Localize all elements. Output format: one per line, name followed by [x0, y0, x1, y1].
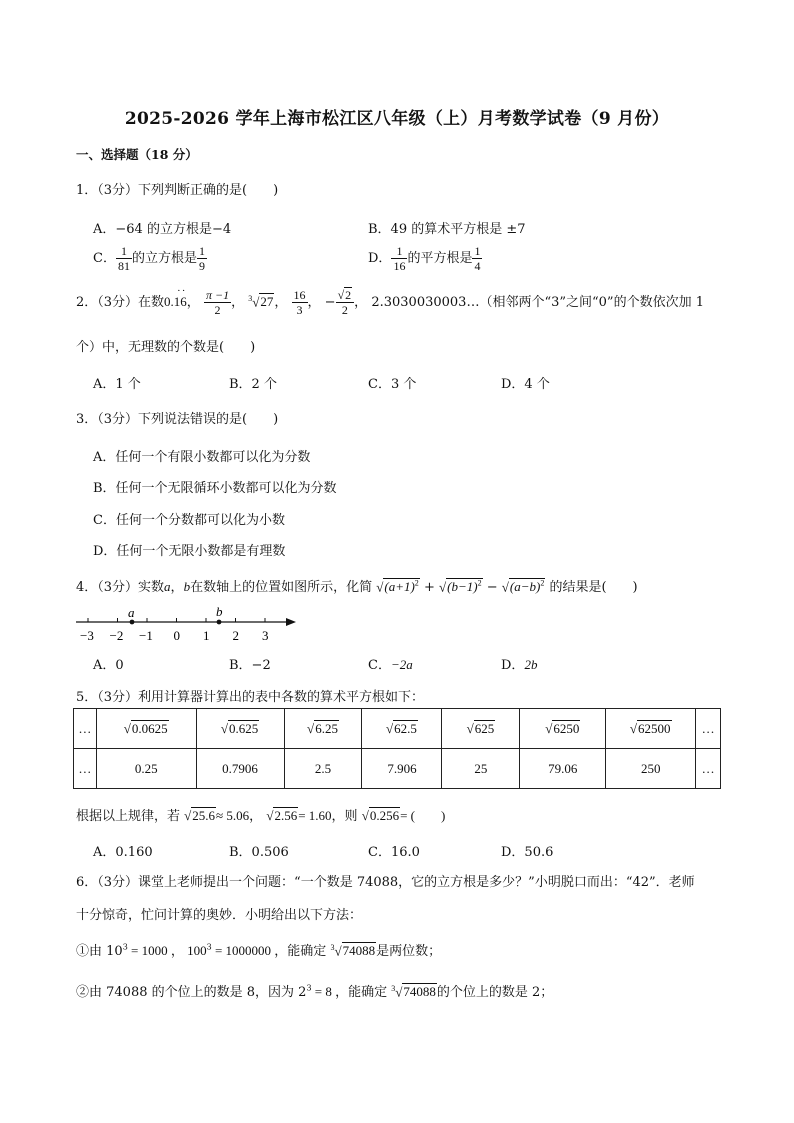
section-heading: 一、选择题（18 分） — [76, 147, 198, 162]
radicand: 2.56 — [274, 808, 298, 823]
question-2-option-d: D．4 个 — [501, 377, 550, 392]
table-row — [74, 709, 721, 749]
tick-label: 1 — [203, 628, 210, 643]
radicand: 74088 — [403, 984, 436, 999]
denominator: 16 — [393, 259, 406, 273]
radicand: 62500 — [638, 720, 671, 736]
table-cell: … — [696, 749, 721, 789]
question-4-option-c — [368, 654, 413, 673]
denominator: 2 — [341, 303, 348, 317]
sqrt-table — [73, 708, 721, 789]
option-label: D． — [368, 251, 392, 266]
denominator: 2 — [214, 303, 221, 317]
question-1-option-c — [93, 244, 207, 273]
point-b-dot — [217, 620, 222, 625]
point-a-dot — [130, 620, 135, 625]
tick-label: −3 — [80, 628, 94, 643]
variable-a: a — [164, 579, 171, 594]
decimal-digits: 0.16 — [164, 294, 187, 309]
sqrt-term-2: $√(b-1)^2$ — [438, 578, 482, 594]
question-5-option-b: B．0.506 — [229, 845, 289, 860]
minus-sign: − — [324, 295, 336, 310]
radicand: 0.256 — [369, 808, 400, 823]
option-label: C． — [93, 251, 116, 266]
number-line-figure — [74, 606, 304, 648]
numerator: 1 — [116, 244, 132, 259]
tick-label: 2 — [232, 628, 239, 643]
question-2-stem: 2．（3分）在数0.16 ·· ， $\frac{\pi -1}{2}$ ， $^3$√27， $\frac{16}{3}$ ， − $\frac{√2}{2}$ ， 2.3030030003…（相邻两个“3”之间“0”的个数依次加 1 — [76, 285, 704, 317]
table-cell: 0.7906 — [196, 749, 284, 789]
rule-end: = ( ) — [400, 808, 446, 823]
variable-b: b — [183, 579, 191, 594]
fraction — [204, 288, 231, 317]
stem-text: 2．（3分）在数 — [76, 295, 165, 310]
stem-tail: 2.3030030003…（相邻两个“3”之间“0”的个数依次加 1 — [371, 295, 704, 310]
question-6-line2: 十分惊奇，忙问计算的奥妙．小明给出以下方法： — [76, 908, 363, 923]
root-index: 3 — [391, 983, 396, 993]
table-cell: 7.906 — [362, 749, 442, 789]
numerator: 1 — [198, 244, 205, 258]
question-3-stem: 3．（3分）下列说法错误的是( ) — [76, 412, 279, 427]
radicand: 74088 — [342, 943, 376, 958]
question-1-stem: 1．（3分）下列判断正确的是( ) — [76, 183, 279, 198]
table-cell: √0.0625 — [96, 709, 196, 749]
step-text: ①由 10 — [76, 944, 123, 959]
question-4-stem — [76, 576, 638, 595]
radicand: 6250 — [553, 720, 580, 736]
table-cell: … — [74, 709, 97, 749]
root-index: 3 — [330, 942, 335, 952]
comma: ， — [170, 580, 184, 595]
question-1-option-d — [368, 244, 482, 273]
question-3-option-b: B．任何一个无限循环小数都可以化为分数 — [93, 481, 337, 496]
table-row — [74, 749, 721, 789]
stem-text: 4．（3分）实数 — [76, 580, 165, 595]
radicand: 6.25 — [315, 720, 338, 736]
minus-sign: − — [486, 580, 498, 595]
radicand: (a−b) — [509, 579, 541, 594]
table-cell: √62.5 — [362, 709, 442, 749]
root-index: 3 — [248, 293, 253, 303]
radicand: 25.6 — [192, 808, 216, 823]
tick-label: −2 — [109, 628, 124, 643]
sqrt-term-1: $√(a+1)^2$ — [376, 578, 419, 594]
denominator: 4 — [474, 259, 481, 273]
sqrt-expression: √2.56 — [266, 808, 298, 823]
table-cell: 79.06 — [520, 749, 606, 789]
question-5-option-d: D．50.6 — [501, 845, 554, 860]
exponent: 3 — [206, 942, 212, 952]
numerator: 1 — [474, 244, 481, 258]
tick-label: 3 — [262, 628, 269, 643]
denominator: 3 — [296, 303, 303, 317]
question-5-rule — [76, 805, 445, 824]
question-3-option-a: A．任何一个有限小数都可以化为分数 — [93, 450, 311, 465]
numerator: √2 — [336, 288, 355, 303]
sqrt-expression: √0.256 — [361, 808, 400, 823]
radicand: 0.625 — [228, 720, 259, 736]
question-1-option-b: B．49 的算术平方根是 ±7 — [368, 222, 526, 237]
table-cell: 0.25 — [96, 749, 196, 789]
table-cell: 250 — [606, 749, 696, 789]
fraction — [116, 244, 132, 273]
numerator: 16 — [293, 288, 306, 302]
repeat-dots: ·· — [177, 285, 187, 297]
exponent: 3 — [306, 983, 312, 993]
fraction — [292, 288, 308, 317]
rule-text: 根据以上规律，若 — [76, 809, 181, 824]
table-cell: √0.625 — [196, 709, 284, 749]
question-6-step1 — [76, 940, 441, 959]
table-cell: √6.25 — [284, 709, 362, 749]
option-text: 的平方根是 — [407, 251, 473, 266]
denominator: 81 — [117, 259, 130, 273]
option-value: 2b — [524, 657, 538, 672]
question-2-option-a: A．1 个 — [93, 377, 141, 392]
radicand: 625 — [474, 720, 495, 736]
point-a-label: a — [128, 606, 135, 620]
step-text: = 8 ，能确定 — [311, 984, 388, 999]
repeating-decimal — [164, 285, 187, 309]
cube-root: $^3$√74088 — [330, 942, 376, 958]
question-2-line2: 个）中，无理数的个数是( ) — [76, 340, 256, 355]
fraction — [336, 288, 355, 317]
question-2-option-b: B．2 个 — [229, 377, 277, 392]
table-cell: … — [74, 749, 97, 789]
question-2-option-c: C．3 个 — [368, 377, 417, 392]
table-cell: 25 — [442, 749, 520, 789]
radicand: 2 — [345, 288, 352, 302]
point-b-label: b — [216, 606, 223, 619]
rule-value: ≈ 5.06， — [216, 808, 263, 823]
step-text: 是两位数； — [376, 944, 442, 959]
question-4-option-d — [501, 654, 537, 673]
exponent: 2 — [477, 578, 482, 588]
step-text: ②由 74088 的个位上的数是 8，因为 2 — [76, 985, 307, 1000]
question-3-option-c: C．任何一个分数都可以化为小数 — [93, 513, 285, 528]
question-5-stem: 5．（3分）利用计算器计算出的表中各数的算术平方根如下： — [76, 690, 425, 705]
table-cell: 2.5 — [284, 749, 362, 789]
radicand: 62.5 — [394, 720, 417, 736]
step-text: 的个位上的数是 2； — [436, 985, 554, 1000]
option-label: C． — [368, 658, 391, 673]
table-cell: √625 — [442, 709, 520, 749]
arrow-head-icon — [286, 618, 296, 626]
question-5-option-c: C．16.0 — [368, 845, 420, 860]
page-title: 2025-2026 学年上海市松江区八年级（上）月考数学试卷（9 月份） — [124, 109, 670, 129]
question-4-option-b: B．−2 — [229, 658, 271, 673]
denominator: 9 — [198, 259, 205, 273]
tick-label: 0 — [173, 628, 180, 643]
cube-root: $^3$√74088 — [391, 983, 436, 999]
fraction — [472, 244, 482, 273]
sqrt-term-3: $√(a-b)^2$ — [501, 578, 545, 594]
exponent: 2 — [540, 578, 545, 588]
table-cell: √6250 — [520, 709, 606, 749]
question-6-step2 — [76, 981, 553, 1000]
rule-value: = 1.60，则 — [298, 808, 358, 823]
radicand: (a+1) — [384, 579, 415, 594]
table-cell: … — [696, 709, 721, 749]
question-5-option-a: A．0.160 — [93, 845, 153, 860]
option-label: D． — [501, 658, 525, 673]
option-text: 的立方根是 — [131, 251, 197, 266]
fraction — [391, 244, 407, 273]
fraction — [197, 244, 207, 273]
radicand: (b−1) — [447, 579, 478, 594]
question-4-option-a: A．0 — [93, 658, 124, 673]
option-value: −2a — [390, 657, 413, 672]
sqrt-expression: √25.6 — [184, 808, 216, 823]
numerator: π −1 — [205, 288, 230, 302]
exponent: 3 — [122, 942, 128, 952]
radicand: 0.0625 — [131, 720, 168, 736]
question-6-line1: 6．（3分）课堂上老师提出一个问题：“一个数是 74088，它的立方根是多少？”小明脱口而出：“42”．老师 — [76, 875, 695, 890]
question-3-option-d: D．任何一个无限小数都是有理数 — [93, 544, 286, 559]
radicand: 27 — [260, 294, 274, 309]
step-text: = 1000 ， 100 — [127, 943, 207, 958]
plus-sign: + — [423, 580, 435, 595]
step-text: = 1000000 ，能确定 — [211, 943, 327, 958]
stem-end: 的结果是( ) — [549, 580, 638, 595]
numerator: 1 — [391, 244, 407, 259]
cube-root: $^3$√27 — [248, 293, 274, 309]
table-cell: √62500 — [606, 709, 696, 749]
stem-text: 在数轴上的位置如图所示，化简 — [190, 580, 373, 595]
question-1-option-a: A．−64 的立方根是−4 — [93, 222, 232, 237]
exponent: 2 — [414, 578, 419, 588]
tick-label: −1 — [139, 628, 153, 643]
